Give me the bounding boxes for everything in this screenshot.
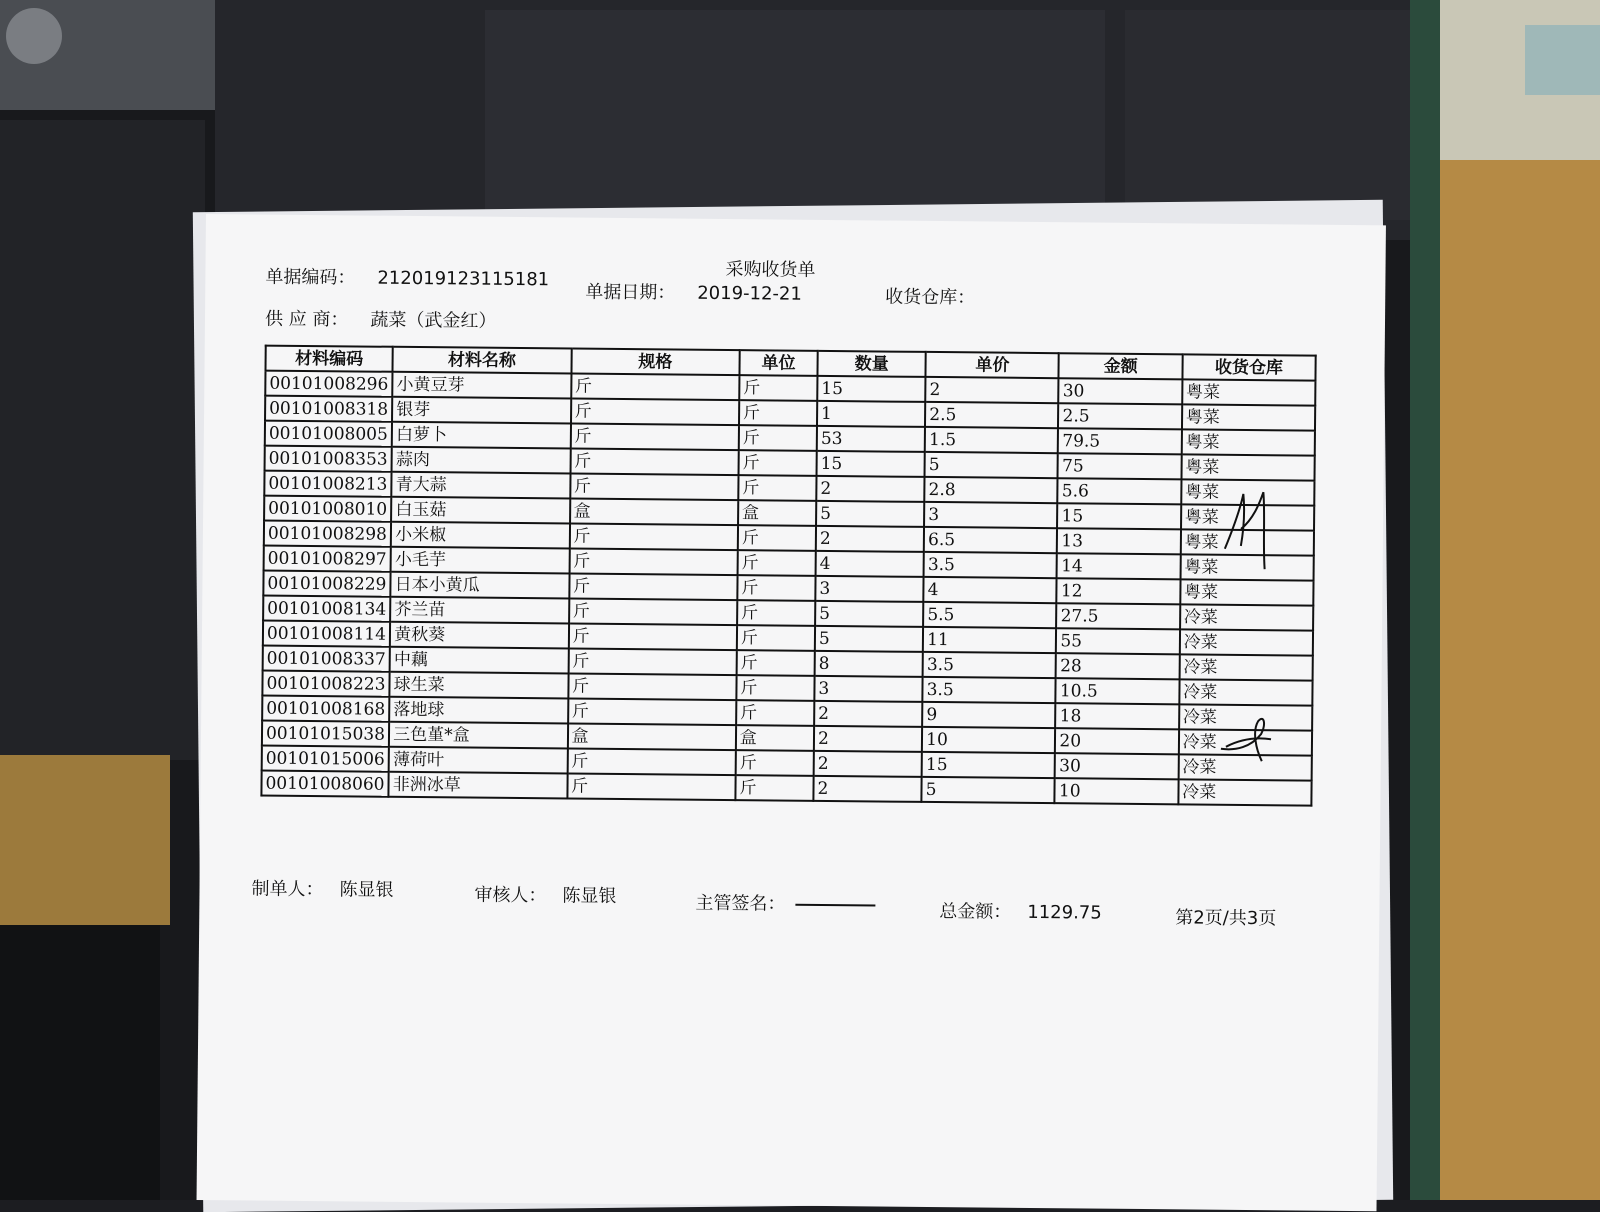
background-printer-panel bbox=[485, 10, 1105, 220]
cell-name: 白玉菇 bbox=[391, 497, 570, 524]
cell-spec: 斤 bbox=[571, 374, 740, 401]
cell-price: 3.5 bbox=[924, 552, 1057, 578]
cell-name: 薄荷叶 bbox=[389, 747, 568, 774]
cell-amount: 55 bbox=[1056, 628, 1179, 654]
cell-spec: 斤 bbox=[569, 549, 738, 576]
cell-name: 蒜肉 bbox=[392, 447, 571, 474]
cell-unit: 斤 bbox=[739, 425, 817, 451]
cell-unit: 斤 bbox=[737, 625, 815, 651]
cell-price: 3 bbox=[924, 502, 1057, 528]
total-field bbox=[939, 897, 1102, 925]
cell-name: 小黄豆芽 bbox=[392, 372, 571, 399]
cell-amount: 13 bbox=[1057, 528, 1180, 554]
cell-price: 1.5 bbox=[925, 427, 1058, 453]
cell-spec: 斤 bbox=[569, 574, 738, 601]
cell-warehouse: 粤菜 bbox=[1182, 404, 1316, 430]
cell-quantity: 15 bbox=[817, 376, 925, 402]
cell-spec: 斤 bbox=[569, 599, 738, 626]
cell-amount: 10.5 bbox=[1056, 678, 1179, 704]
cell-price: 5 bbox=[925, 452, 1058, 478]
cell-name: 中藕 bbox=[390, 647, 569, 674]
cell-warehouse: 冷菜 bbox=[1179, 654, 1313, 680]
cell-price: 6.5 bbox=[924, 527, 1057, 553]
reviewer-label: 审核人： bbox=[474, 884, 547, 907]
cell-unit: 盒 bbox=[738, 500, 816, 526]
cell-quantity: 53 bbox=[817, 426, 925, 452]
cell-unit: 斤 bbox=[738, 525, 816, 551]
cell-price: 2.5 bbox=[925, 402, 1058, 428]
cell-unit: 斤 bbox=[736, 675, 814, 701]
cell-unit: 斤 bbox=[735, 775, 813, 801]
cell-amount: 5.6 bbox=[1058, 478, 1181, 504]
cell-amount: 15 bbox=[1057, 503, 1180, 529]
cell-quantity: 2 bbox=[813, 776, 921, 802]
total-label: 总金额： bbox=[939, 901, 1012, 923]
warehouse-label: 收货仓库： bbox=[885, 286, 976, 309]
supervisor-label: 主管签名： bbox=[695, 892, 786, 915]
cell-amount: 28 bbox=[1056, 653, 1179, 679]
cell-warehouse: 粤菜 bbox=[1181, 504, 1315, 530]
cell-name: 小毛芋 bbox=[391, 547, 570, 574]
cell-name: 白萝卜 bbox=[392, 422, 571, 449]
cell-amount: 12 bbox=[1057, 578, 1180, 604]
cell-warehouse: 冷菜 bbox=[1178, 779, 1312, 805]
cell-code: 00101008229 bbox=[263, 571, 390, 597]
cell-unit: 斤 bbox=[738, 450, 816, 476]
background-knob bbox=[6, 8, 62, 64]
cell-unit: 斤 bbox=[737, 550, 815, 576]
cell-unit: 盒 bbox=[736, 725, 814, 751]
cell-code: 00101008010 bbox=[264, 496, 391, 522]
col-header-spec: 规格 bbox=[571, 349, 740, 376]
cell-amount: 27.5 bbox=[1057, 603, 1180, 629]
background-green-edge bbox=[1410, 0, 1440, 1200]
col-header-quantity: 数量 bbox=[817, 351, 925, 377]
background-desk-left bbox=[0, 755, 170, 925]
cell-spec: 盒 bbox=[567, 723, 736, 750]
supplier-label: 供 应 商： bbox=[264, 308, 349, 331]
cell-quantity: 2 bbox=[814, 751, 922, 777]
cell-unit: 斤 bbox=[739, 375, 817, 401]
cell-warehouse: 冷菜 bbox=[1180, 629, 1314, 655]
cell-price: 15 bbox=[922, 752, 1055, 778]
doc-number-value: 212019123115181 bbox=[377, 267, 550, 291]
cell-quantity: 5 bbox=[816, 501, 924, 527]
cell-quantity: 2 bbox=[816, 476, 924, 502]
cell-unit: 斤 bbox=[737, 575, 815, 601]
cell-quantity: 2 bbox=[816, 526, 924, 552]
cell-spec: 斤 bbox=[571, 399, 740, 426]
cell-spec: 斤 bbox=[567, 748, 736, 775]
cell-spec: 斤 bbox=[570, 424, 739, 451]
maker-label: 制单人： bbox=[251, 878, 324, 901]
cell-warehouse: 粤菜 bbox=[1181, 454, 1315, 480]
col-header-name: 材料名称 bbox=[393, 347, 572, 374]
cell-amount: 30 bbox=[1059, 378, 1182, 404]
cell-quantity: 5 bbox=[815, 626, 923, 652]
cell-unit: 斤 bbox=[738, 475, 816, 501]
cell-price: 10 bbox=[922, 727, 1055, 753]
maker-field bbox=[251, 874, 393, 901]
cell-quantity: 5 bbox=[815, 601, 923, 627]
col-header-price: 单价 bbox=[926, 352, 1059, 378]
cell-amount: 10 bbox=[1055, 778, 1178, 804]
cell-price: 5 bbox=[922, 777, 1055, 803]
cell-quantity: 3 bbox=[815, 576, 923, 602]
table-body bbox=[261, 371, 1315, 806]
col-header-unit: 单位 bbox=[739, 350, 817, 376]
doc-date-label: 单据日期： bbox=[585, 281, 676, 304]
cell-price: 3.5 bbox=[923, 677, 1056, 703]
cell-spec: 斤 bbox=[570, 474, 739, 501]
maker-value: 陈显银 bbox=[339, 879, 394, 901]
cell-amount: 14 bbox=[1057, 553, 1180, 579]
cell-quantity: 3 bbox=[814, 676, 922, 702]
cell-quantity: 1 bbox=[817, 401, 925, 427]
cell-spec: 斤 bbox=[569, 524, 738, 551]
cell-price: 2 bbox=[925, 377, 1058, 403]
cell-price: 5.5 bbox=[923, 602, 1056, 628]
cell-spec: 斤 bbox=[568, 623, 737, 650]
background-desk-right bbox=[1440, 160, 1600, 1200]
cell-code: 00101008298 bbox=[264, 521, 391, 547]
cell-quantity: 4 bbox=[816, 551, 924, 577]
cell-code: 00101015038 bbox=[262, 721, 389, 747]
cell-code: 00101008337 bbox=[263, 646, 390, 672]
cell-name: 青大蒜 bbox=[392, 472, 571, 499]
cell-name: 落地球 bbox=[389, 697, 568, 724]
background-shelf bbox=[0, 120, 205, 760]
col-header-warehouse: 收货仓库 bbox=[1182, 354, 1316, 380]
cell-spec: 斤 bbox=[568, 698, 737, 725]
cell-code: 00101008060 bbox=[261, 771, 388, 797]
cell-code: 00101015006 bbox=[262, 746, 389, 772]
cell-code: 00101008213 bbox=[264, 471, 391, 497]
doc-number-field bbox=[265, 263, 549, 292]
cell-unit: 斤 bbox=[737, 600, 815, 626]
items-table bbox=[260, 345, 1316, 807]
cell-price: 11 bbox=[923, 627, 1056, 653]
cell-spec: 斤 bbox=[568, 648, 737, 675]
cell-code: 00101008318 bbox=[265, 396, 392, 422]
doc-date-value: 2019-12-21 bbox=[697, 282, 802, 305]
cell-warehouse: 冷菜 bbox=[1179, 704, 1313, 730]
cell-spec: 斤 bbox=[568, 673, 737, 700]
cell-name: 小米椒 bbox=[391, 522, 570, 549]
cell-unit: 斤 bbox=[735, 750, 813, 776]
reviewer-value: 陈显银 bbox=[562, 885, 617, 907]
background-tag bbox=[1525, 25, 1600, 95]
cell-code: 00101008223 bbox=[262, 671, 389, 697]
cell-name: 银芽 bbox=[392, 397, 571, 424]
cell-name: 球生菜 bbox=[390, 672, 569, 699]
cell-code: 00101008005 bbox=[265, 421, 392, 447]
cell-unit: 斤 bbox=[736, 650, 814, 676]
cell-warehouse: 粤菜 bbox=[1182, 379, 1316, 405]
cell-quantity: 15 bbox=[817, 451, 925, 477]
warehouse-field bbox=[885, 283, 975, 310]
cell-unit: 斤 bbox=[736, 700, 814, 726]
cell-amount: 30 bbox=[1055, 753, 1178, 779]
cell-code: 00101008168 bbox=[262, 696, 389, 722]
cell-amount: 18 bbox=[1056, 703, 1179, 729]
cell-spec: 斤 bbox=[570, 449, 739, 476]
cell-warehouse: 粤菜 bbox=[1180, 554, 1314, 580]
reviewer-field bbox=[474, 881, 616, 908]
signature-line bbox=[795, 904, 875, 907]
cell-code: 00101008296 bbox=[265, 371, 392, 397]
col-header-amount: 金额 bbox=[1059, 353, 1182, 379]
cell-name: 非洲冰草 bbox=[389, 772, 568, 799]
cell-warehouse: 粤菜 bbox=[1181, 479, 1315, 505]
col-header-code: 材料编码 bbox=[265, 346, 392, 372]
cell-code: 00101008114 bbox=[263, 621, 390, 647]
cell-quantity: 2 bbox=[814, 701, 922, 727]
cell-name: 三色堇*盒 bbox=[389, 722, 568, 749]
cell-price: 9 bbox=[922, 702, 1055, 728]
cell-spec: 盒 bbox=[570, 499, 739, 526]
cell-amount: 79.5 bbox=[1058, 428, 1181, 454]
cell-price: 3.5 bbox=[923, 652, 1056, 678]
total-value: 1129.75 bbox=[1027, 901, 1102, 924]
cell-warehouse: 粤菜 bbox=[1180, 579, 1314, 605]
supplier-field bbox=[265, 305, 497, 333]
cell-warehouse: 冷菜 bbox=[1179, 679, 1313, 705]
supplier-value: 蔬菜（武金红） bbox=[370, 309, 497, 332]
document-title: 采购收货单 bbox=[725, 258, 816, 281]
cell-spec: 斤 bbox=[567, 773, 736, 800]
cell-quantity: 8 bbox=[815, 651, 923, 677]
doc-date-field bbox=[585, 278, 802, 306]
background-floor bbox=[0, 925, 160, 1200]
cell-amount: 20 bbox=[1055, 728, 1178, 754]
cell-name: 日本小黄瓜 bbox=[391, 572, 570, 599]
background-printer-panel-right bbox=[1125, 10, 1410, 220]
cell-code: 00101008297 bbox=[264, 546, 391, 572]
cell-price: 2.8 bbox=[924, 477, 1057, 503]
page-indicator: 第2页/共3页 bbox=[1175, 907, 1277, 930]
cell-warehouse: 冷菜 bbox=[1178, 754, 1312, 780]
cell-warehouse: 粤菜 bbox=[1180, 529, 1314, 555]
handwritten-signature-2 bbox=[1216, 709, 1297, 770]
cell-code: 00101008134 bbox=[263, 596, 390, 622]
cell-unit: 斤 bbox=[739, 400, 817, 426]
cell-name: 芥兰苗 bbox=[390, 597, 569, 624]
doc-number-label: 单据编码： bbox=[265, 266, 356, 289]
cell-amount: 2.5 bbox=[1058, 403, 1181, 429]
receipt-document bbox=[197, 214, 1386, 1211]
cell-warehouse: 冷菜 bbox=[1180, 604, 1314, 630]
cell-amount: 75 bbox=[1058, 453, 1181, 479]
cell-code: 00101008353 bbox=[265, 446, 392, 472]
handwritten-signature-1 bbox=[1212, 474, 1293, 585]
cell-quantity: 2 bbox=[814, 726, 922, 752]
cell-warehouse: 粤菜 bbox=[1181, 429, 1315, 455]
cell-warehouse: 冷菜 bbox=[1179, 729, 1313, 755]
supervisor-signature-field bbox=[695, 889, 875, 917]
cell-name: 黄秋葵 bbox=[390, 622, 569, 649]
cell-price: 4 bbox=[924, 577, 1057, 603]
